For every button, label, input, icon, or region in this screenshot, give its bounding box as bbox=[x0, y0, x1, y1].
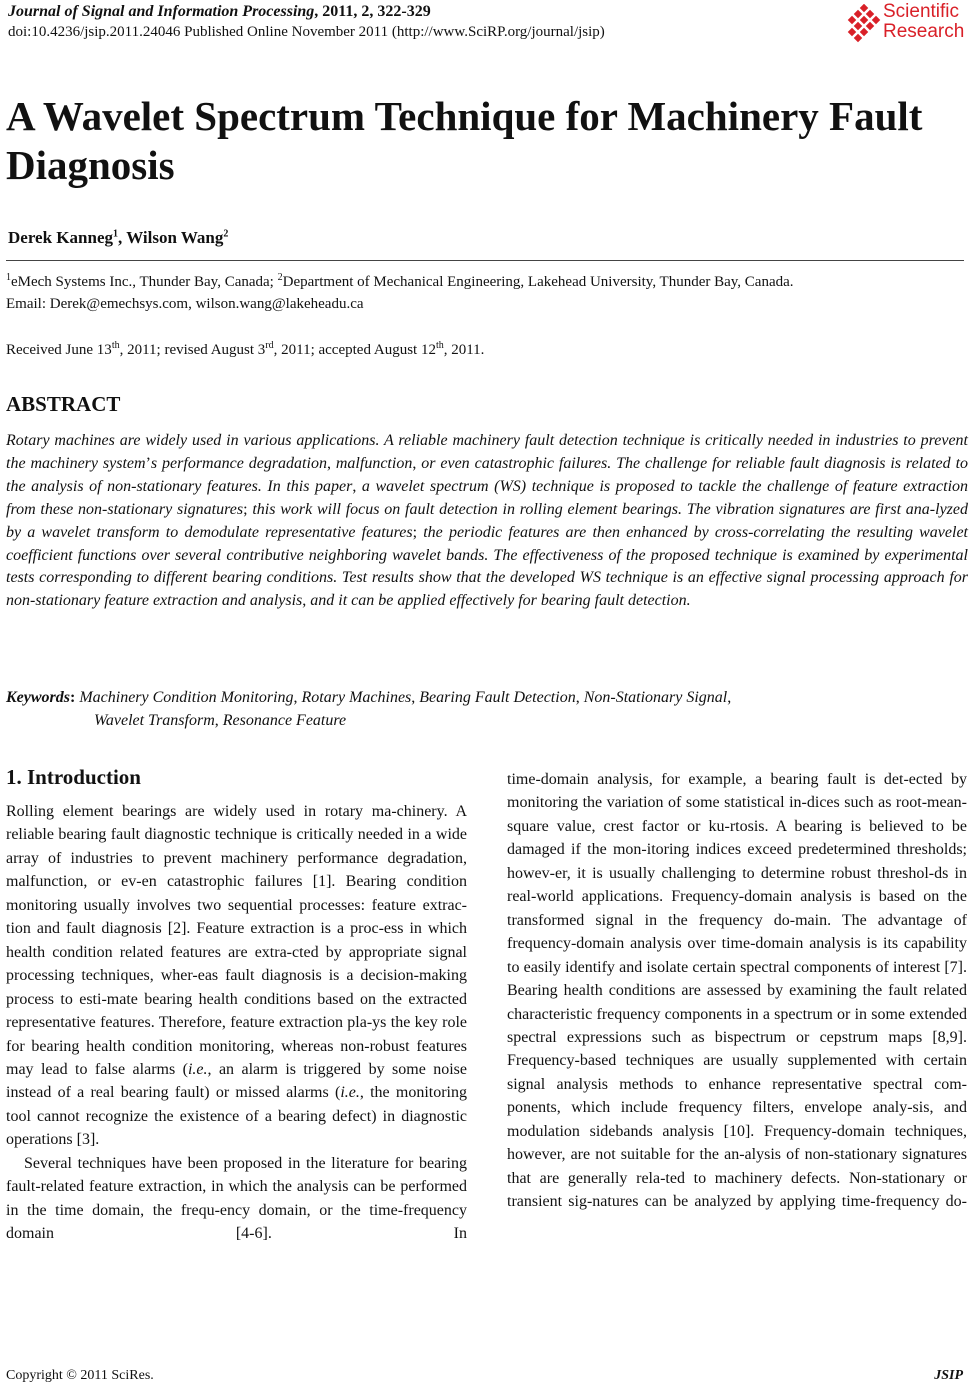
keyword: Non-Stationary Signal bbox=[583, 689, 728, 706]
section-heading-introduction: 1. Introduction bbox=[6, 765, 141, 789]
body-text: , the monitoring tool cannot recognize the existence of a bearing defect) in diagnostic operations [3]. bbox=[6, 1084, 468, 1149]
keyword-sep: , bbox=[727, 689, 732, 706]
keyword: Machinery Condition Monitoring bbox=[79, 689, 294, 706]
keyword-sep: , bbox=[214, 712, 223, 729]
affiliations bbox=[6, 274, 794, 291]
abstract-text: the periodic features are then enhanced by cross-correlating the resulting wavelet coefficient functions over several contributive neighboring wavelet bands. The effectiveness of the proposed technique is examined by experimental tests corresponding to different bearing conditions. Test results show that the developed WS technique is an effective signal processing approach for non-stationary feature extraction and analysis bbox=[6, 523, 968, 610]
author-2: Wilson Wang bbox=[126, 228, 224, 247]
abstract-text: a wavelet spectrum ( bbox=[361, 477, 500, 495]
ordinal-1: th bbox=[111, 340, 120, 351]
body-column-right bbox=[507, 768, 967, 1237]
footer-journal-abbr: JSIP bbox=[934, 1368, 963, 1383]
journal-citation bbox=[8, 3, 431, 21]
abstract-text: , bbox=[302, 592, 311, 610]
header-divider bbox=[6, 260, 964, 261]
abstract-text: , bbox=[326, 454, 336, 472]
body-text: Rolling element bearings are widely used in rotary ma-chinery. A reliable bearing fault diagnostic technique is critically needed in a wide array of industries to prevent machinery performance degradation, malfunction, or ev-en catastrophic failures [1]. Bearing condition monitoring usually involves two sequential processes: feature extrac-tion and fault diagnosis [2]. Feature extraction is a proc-ess in which health condition related features are extra-cted by appropriate signal processing techniques, wher-eas fault diagnosis is a decision-making process to esti-mate bearing health conditions based on the extracted representative features. Therefore, feature extraction pla-ys the key role for bearing health condition monitoring, whereas non-robust features may lead to false alarms ( bbox=[6, 803, 467, 1078]
body-paragraph: Several techniques have been proposed in the literature for bearing fault-related feature extraction, in which the analysis can be performed in the time domain, the frequ-ency domain, or the time-frequency domain [4-6]. In bbox=[6, 1154, 467, 1243]
footer-copyright: Copyright © 2011 SciRes. bbox=[6, 1368, 154, 1383]
received-text-4: , 2011. bbox=[443, 342, 485, 358]
abstract-text: and it can be applied effectively for bearing fault detection. bbox=[310, 592, 691, 610]
author-separator: , bbox=[118, 228, 127, 247]
affil-2: Department of Mechanical Engineering, Lakehead University, Thunder Bay, Canada. bbox=[282, 274, 794, 290]
abstract-heading: ABSTRACT bbox=[6, 392, 121, 416]
abstract-text: ; bbox=[412, 523, 424, 541]
logo-line-2: Research bbox=[883, 21, 965, 42]
ordinal-2: rd bbox=[265, 340, 274, 351]
received-text-2: , 2011; revised August 3 bbox=[119, 342, 266, 358]
abstract-text: , bbox=[352, 477, 362, 495]
abbrev-ie: i.e. bbox=[187, 1060, 208, 1078]
abstract-text: Rotary machines are widely used in various applications. A reliable machinery fault detection technique is critically needed in industries to prevent the machinery system bbox=[6, 432, 968, 472]
body-text: , an alarm is triggered by some noise instead of a real bearing fault) or missed alarms ( bbox=[6, 1060, 467, 1102]
abstract-text: ; bbox=[243, 500, 253, 518]
keyword: Wavelet Transform bbox=[94, 712, 215, 729]
abstract-text: ’ bbox=[145, 454, 151, 472]
logo-text bbox=[883, 2, 964, 42]
keywords-label: Keywords bbox=[6, 689, 70, 706]
ordinal-3: th bbox=[435, 340, 444, 351]
doi-line: doi:10.4236/jsip.2011.24046 Published Online November 2011 (http://www.SciRP.org/journal/jsip) bbox=[8, 24, 605, 40]
paper-title: A Wavelet Spectrum Technique for Machinery Fault Diagnosis bbox=[6, 93, 923, 188]
keyword-sep: , bbox=[293, 689, 302, 706]
affil-1: eMech Systems Inc., Thunder Bay, Canada; bbox=[11, 274, 278, 290]
body-column-left bbox=[6, 800, 467, 1269]
journal-volume-pages: , 2011, 2, 322-329 bbox=[314, 3, 431, 20]
abstract-text: ) technique is proposed to tackle the challenge of feature extraction from these non-stationary signatures bbox=[6, 477, 969, 518]
author-1: Derek Kanneg bbox=[8, 228, 113, 247]
author-1-affil-mark: 1 bbox=[113, 228, 118, 240]
author-2-affil-mark: 2 bbox=[223, 228, 229, 240]
scirp-logo-icon bbox=[847, 4, 881, 44]
keyword: Resonance Feature bbox=[222, 712, 347, 729]
abstract-text: WS bbox=[499, 477, 521, 495]
received-dates bbox=[6, 342, 484, 359]
abstract-text: or even catastrophic failures. The challenge for reliable fault diagnosis is related to the analysis of non-stationary features. In this paper bbox=[6, 454, 969, 495]
keyword-sep: , bbox=[575, 689, 584, 706]
keywords-colon: : bbox=[70, 689, 80, 706]
affil-mark-2: 2 bbox=[277, 272, 283, 283]
received-text-1: Received June 13 bbox=[6, 342, 112, 358]
abstract-text: malfunction bbox=[335, 454, 413, 472]
abstract-text: , bbox=[412, 454, 422, 472]
keyword: Bearing Fault Detection bbox=[419, 689, 576, 706]
received-text-3: , 2011; accepted August 12 bbox=[273, 342, 436, 358]
abbrev-ie: i.e. bbox=[340, 1084, 360, 1102]
keyword: Rotary Machines bbox=[301, 689, 412, 706]
author-list bbox=[8, 228, 228, 248]
abstract-text: this work will focus on fault detection in rolling element bearings. The vibration signatures are first ana-lyzed by a wavelet transform to demodulate representative features bbox=[6, 500, 968, 541]
affil-mark-1: 1 bbox=[6, 272, 11, 283]
keywords bbox=[6, 686, 964, 732]
author-emails: Email: Derek@emechsys.com, wilson.wang@lakeheadu.ca bbox=[6, 296, 364, 312]
body-paragraph bbox=[6, 800, 467, 1152]
publisher-logo bbox=[847, 2, 967, 48]
logo-line-1: Scientific bbox=[883, 1, 960, 22]
journal-name: Journal of Signal and Information Processing bbox=[8, 3, 315, 20]
abstract-body bbox=[6, 430, 968, 613]
body-paragraph: time-domain analysis, for example, a bearing fault is det-ected by monitoring the variation of some statistical in-dices such as root-mean-square value, crest factor or ku-rtosis. A bearing is believed to be damaged if the mon-itoring indices exceed predetermined thresholds; howev-er, it is usually challenging to determine robust threshol-ds in real-world applications. Frequency-domain analysis is based on the transformed signal in the frequency do-main. The advantage of frequency-domain analysis over time-domain analysis is its capability to easily identify and isolate certain spectral components of interest [7]. Bearing health conditions are assessed by examining the fault related characteristic frequency components in a spectrum or in some extended spectral expressions such as bispectrum or cepstrum maps [8,9]. Frequency-based techniques are usually supplemented with certain signal analysis methods to enhance representative spectral com-ponents, which include frequency filters, envelope analy-sis, and modulation sidebands analysis [10]. Frequency-domain techniques, however, are not suitable for the an-alysis of non-stationary signatures that are generally rela-ted to machinery defects. Non-stationary or transient sig-natures can be analyzed by applying time-frequency do- bbox=[507, 771, 967, 1211]
abstract-text: s performance degradation bbox=[150, 454, 327, 472]
keyword-sep: , bbox=[411, 689, 420, 706]
